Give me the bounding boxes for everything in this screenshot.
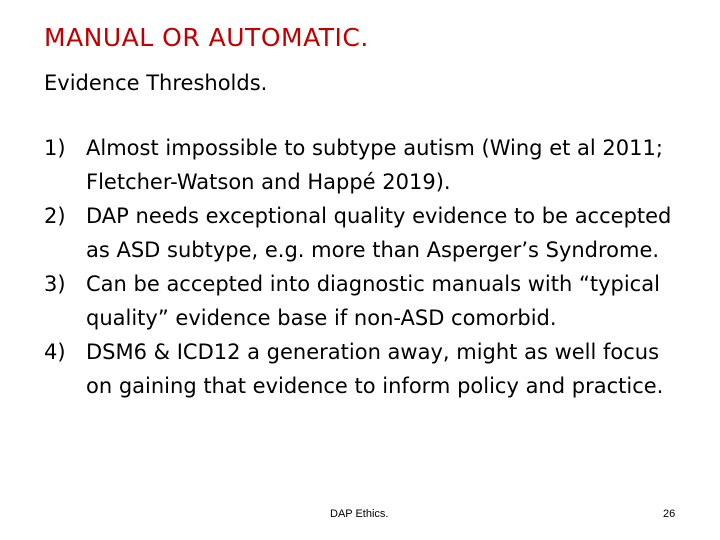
list-item: [44, 267, 684, 335]
list-item-number: 1): [44, 136, 66, 160]
slide-number: 26: [663, 508, 676, 520]
numbered-list: [44, 131, 684, 403]
footer-text: DAP Ethics.: [330, 508, 389, 520]
list-item-number: 3): [44, 272, 66, 296]
list-item: [44, 335, 684, 403]
list-item-number: 4): [44, 340, 66, 364]
list-item-number: 2): [44, 204, 66, 228]
list-item-text: DSM6 & ICD12 a generation away, might as well focus on gaining that evidence to inform policy and practice.: [86, 340, 664, 398]
list-item: [44, 131, 684, 199]
list-item: [44, 199, 684, 267]
slide-title: MANUAL OR AUTOMATIC.: [44, 23, 369, 52]
list-item-text: Almost impossible to subtype autism (Wing et al 2011; Fletcher-Watson and Happé 2019).: [86, 136, 663, 194]
list-item-text: DAP needs exceptional quality evidence to be accepted as ASD subtype, e.g. more than Asperger’s Syndrome.: [86, 204, 672, 262]
slide-subtitle: Evidence Thresholds.: [44, 71, 268, 95]
list-item-text: Can be accepted into diagnostic manuals with “typical quality” evidence base if non-ASD comorbid.: [86, 272, 660, 330]
